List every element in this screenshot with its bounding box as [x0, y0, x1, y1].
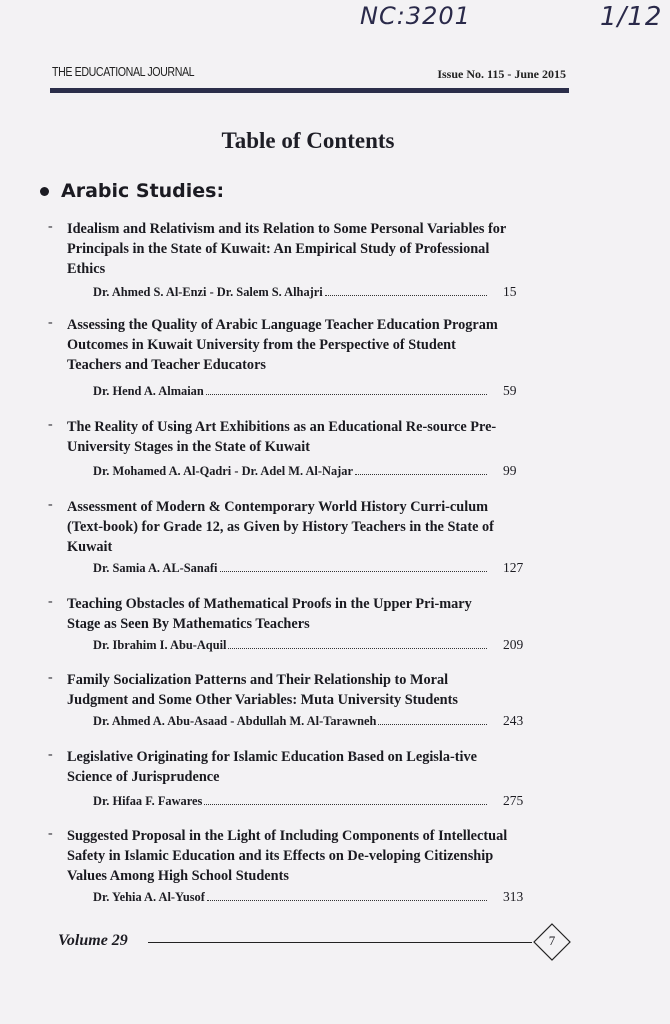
toc-entry[interactable]	[48, 315, 508, 375]
leader-dots	[206, 385, 487, 395]
entry-authors: Dr. Mohamed A. Al-Qadri - Dr. Adel M. Al-Najar	[93, 464, 353, 478]
leader-dots	[220, 562, 487, 572]
journal-name: THE EDUCATIONAL JOURNAL	[52, 64, 195, 79]
entry-page[interactable]: 59	[503, 383, 517, 398]
entry-page[interactable]: 99	[503, 463, 517, 478]
handwritten-fraction: 1/12	[600, 2, 663, 32]
issue-label: Issue No. 115 - June 2015	[437, 67, 566, 81]
page-number-badge	[532, 922, 572, 962]
entry-title[interactable]: Teaching Obstacles of Mathematical Proofs in the Upper Pri-mary Stage as Seen By Mathematics Teachers	[67, 596, 472, 632]
entry-author-line	[93, 560, 543, 576]
page-number: 7	[548, 933, 556, 948]
leader-dots	[204, 795, 487, 805]
toc-entry[interactable]	[48, 417, 508, 457]
page-title: Table of Contents	[221, 128, 395, 153]
handwritten-code: NC:3201	[360, 2, 471, 30]
entry-author-line	[93, 383, 543, 399]
footer-rule	[148, 942, 532, 943]
entry-dash: -	[48, 497, 53, 512]
entry-authors: Dr. Hend A. Almaian	[93, 384, 204, 398]
entry-title[interactable]: Idealism and Relativism and its Relation to Some Personal Variables for Principals in the State of Kuwait: An Empirical Study of Professional Ethics	[67, 221, 506, 277]
entry-dash: -	[48, 315, 53, 330]
toc-entry[interactable]	[48, 747, 508, 787]
leader-dots	[355, 465, 487, 475]
entry-author-line	[93, 793, 543, 809]
entry-page[interactable]: 127	[503, 560, 524, 575]
section-label: Arabic Studies:	[61, 180, 225, 202]
entry-dash: -	[48, 747, 53, 762]
leader-dots	[228, 639, 487, 649]
entry-page[interactable]: 209	[503, 637, 524, 652]
bullet-icon	[40, 187, 49, 196]
entry-authors: Dr. Yehia A. Al-Yusof	[93, 890, 205, 904]
volume-label: Volume 29	[58, 932, 128, 949]
entry-author-line	[93, 889, 543, 905]
entry-authors: Dr. Hifaa F. Fawares	[93, 794, 203, 808]
entry-title[interactable]: Assessing the Quality of Arabic Language Teacher Education Program Outcomes in Kuwait University from the Perspective of Student Teachers and Teacher Educators	[67, 317, 498, 373]
entry-author-line	[93, 713, 543, 729]
entry-title[interactable]: Family Socialization Patterns and Their Relationship to Moral Judgment and Some Other Variables: Muta University Students	[67, 672, 458, 708]
entry-title[interactable]: Suggested Proposal in the Light of Including Components of Intellectual Safety in Islamic Education and its Effects on De-veloping Citizenship Values Among High School Students	[67, 828, 508, 884]
entry-page[interactable]: 243	[503, 713, 524, 728]
section-heading	[40, 180, 224, 202]
entry-author-line	[93, 637, 543, 653]
leader-dots	[325, 286, 487, 296]
leader-dots	[378, 715, 487, 725]
entry-dash: -	[48, 594, 53, 609]
entry-dash: -	[48, 417, 53, 432]
header-rule	[50, 88, 569, 93]
toc-entry[interactable]	[48, 826, 508, 886]
entry-authors: Dr. Ahmed S. Al-Enzi - Dr. Salem S. Alhajri	[93, 285, 323, 299]
entry-dash: -	[48, 219, 53, 234]
toc-entry[interactable]	[48, 497, 508, 557]
entry-authors: Dr. Samia A. AL-Sanafi	[93, 561, 218, 575]
leader-dots	[207, 891, 487, 901]
entry-authors: Dr. Ibrahim I. Abu-Aquil	[93, 638, 227, 652]
entry-page[interactable]: 275	[503, 793, 524, 808]
entry-page[interactable]: 15	[503, 284, 517, 299]
entry-page[interactable]: 313	[503, 889, 524, 904]
entry-author-line	[93, 284, 543, 300]
toc-entry[interactable]	[48, 670, 508, 710]
toc-entry[interactable]	[48, 594, 508, 634]
entry-author-line	[93, 463, 543, 479]
entry-title[interactable]: Assessment of Modern & Contemporary World History Curri-culum (Text-book) for Grade 12, as Given by History Teachers in the State of Kuwait	[67, 499, 494, 555]
entry-dash: -	[48, 670, 53, 685]
toc-entry[interactable]	[48, 219, 508, 279]
entry-authors: Dr. Ahmed A. Abu-Asaad - Abdullah M. Al-Tarawneh	[93, 714, 377, 728]
entry-title[interactable]: The Reality of Using Art Exhibitions as an Educational Re-source Pre-University Stages in the State of Kuwait	[67, 419, 497, 455]
entry-title[interactable]: Legislative Originating for Islamic Education Based on Legisla-tive Science of Jurisprudence	[67, 749, 477, 785]
entry-dash: -	[48, 826, 53, 841]
